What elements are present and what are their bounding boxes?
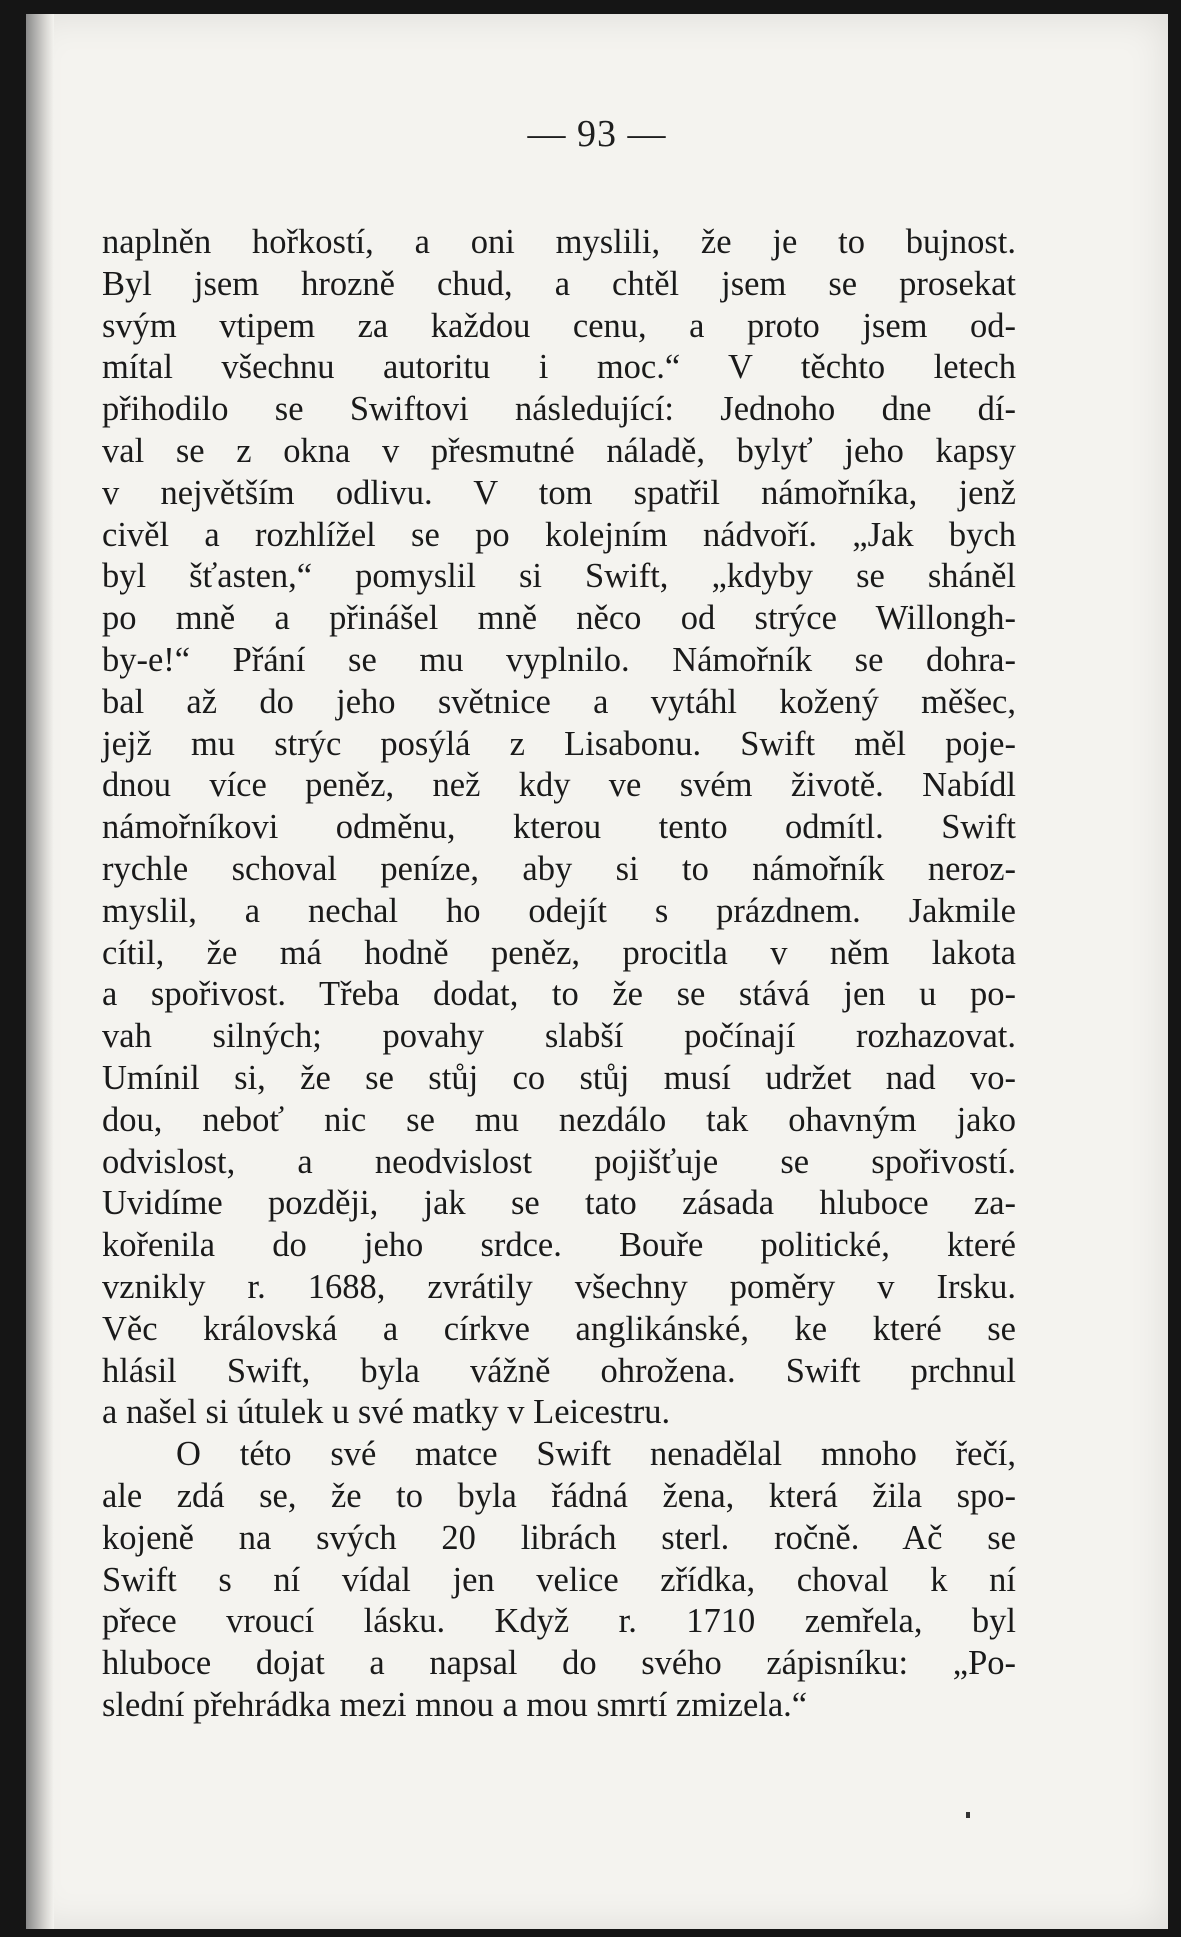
text-line: val se z okna v přesmutné náladě, bylyť jeho kapsy	[102, 431, 1016, 470]
text-line: myslil, a nechal ho odejít s prázdnem. Jakmile	[102, 891, 1016, 930]
text-line: byl šťasten,“ pomyslil si Swift, „kdyby se sháněl	[102, 557, 1016, 596]
text-line: vznikly r. 1688, zvrátily všechny poměry v Irsku.	[102, 1267, 1016, 1306]
text-line: hlásil Swift, byla vážně ohrožena. Swift prchnul	[102, 1351, 1016, 1390]
text-line: Umínil si, že se stůj co stůj musí udržet nad vo-	[102, 1058, 1016, 1097]
body-text	[102, 222, 1016, 1727]
page-number: — 93 —	[527, 113, 667, 155]
text-line: v největším odlivu. V tom spatřil námořníka, jenž	[102, 473, 1016, 512]
text-line: bal až do jeho světnice a vytáhl kožený měšec,	[102, 682, 1016, 721]
paragraph-end-line: a našel si útulek u své matky v Leicestru.	[102, 1393, 671, 1432]
text-line: rychle schoval peníze, aby si to námořník neroz-	[102, 849, 1016, 888]
text-line: přece vroucí lásku. Když r. 1710 zemřela, byl	[102, 1602, 1016, 1641]
text-line: po mně a přinášel mně něco od strýce Willongh-	[102, 599, 1016, 638]
page-spine-shadow	[26, 14, 54, 1929]
text-line: hluboce dojat a napsal do svého zápisníku: „Po-	[102, 1644, 1016, 1683]
text-line: svým vtipem za každou cenu, a proto jsem od-	[102, 306, 1016, 345]
text-line: by-e!“ Přání se mu vyplnilo. Námořník se dohra-	[102, 640, 1016, 679]
paragraph-start-line: O této své matce Swift nenadělal mnoho řečí,	[176, 1435, 1016, 1474]
ink-speck	[966, 1812, 970, 1818]
text-line: Swift s ní vídal jen velice zřídka, choval k ní	[102, 1560, 1016, 1599]
text-line: a spořivost. Třeba dodat, to že se stává jen u po-	[102, 975, 1016, 1014]
text-line: Věc královská a církve anglikánské, ke které se	[102, 1309, 1016, 1348]
text-line: vah silných; povahy slabší počínají rozhazovat.	[102, 1017, 1016, 1056]
book-page	[26, 14, 1168, 1929]
text-line: Byl jsem hrozně chud, a chtěl jsem se prosekat	[102, 264, 1016, 303]
text-line: dnou více peněz, než kdy ve svém životě. Nabídl	[102, 766, 1016, 805]
text-line: mítal všechnu autoritu i moc.“ V těchto letech	[102, 348, 1016, 387]
text-line: dou, neboť nic se mu nezdálo tak ohavným jako	[102, 1100, 1016, 1139]
text-line: přihodilo se Swiftovi následující: Jednoho dne dí-	[102, 390, 1016, 429]
text-line: jejž mu strýc posýlá z Lisabonu. Swift měl poje-	[102, 724, 1016, 763]
text-line: Uvidíme později, jak se tato zásada hluboce za-	[102, 1184, 1016, 1223]
text-line: kořenila do jeho srdce. Bouře politické, které	[102, 1226, 1016, 1265]
text-line: kojeně na svých 20 librách sterl. ročně. Ač se	[102, 1518, 1016, 1557]
text-line: odvislost, a neodvislost pojišťuje se spořivostí.	[102, 1142, 1016, 1181]
paragraph-end-line: slední přehrádka mezi mnou a mou smrtí zmizela.“	[102, 1685, 808, 1724]
text-line: námořníkovi odměnu, kterou tento odmítl. Swift	[102, 808, 1016, 847]
text-line: naplněn hořkostí, a oni myslili, že je to bujnost.	[102, 223, 1016, 261]
text-line: civěl a rozhlížel se po kolejním nádvoří. „Jak bych	[102, 515, 1016, 554]
text-line: ale zdá se, že to byla řádná žena, která žila spo-	[102, 1476, 1016, 1515]
text-line: cítil, že má hodně peněz, procitla v něm lakota	[102, 933, 1016, 972]
